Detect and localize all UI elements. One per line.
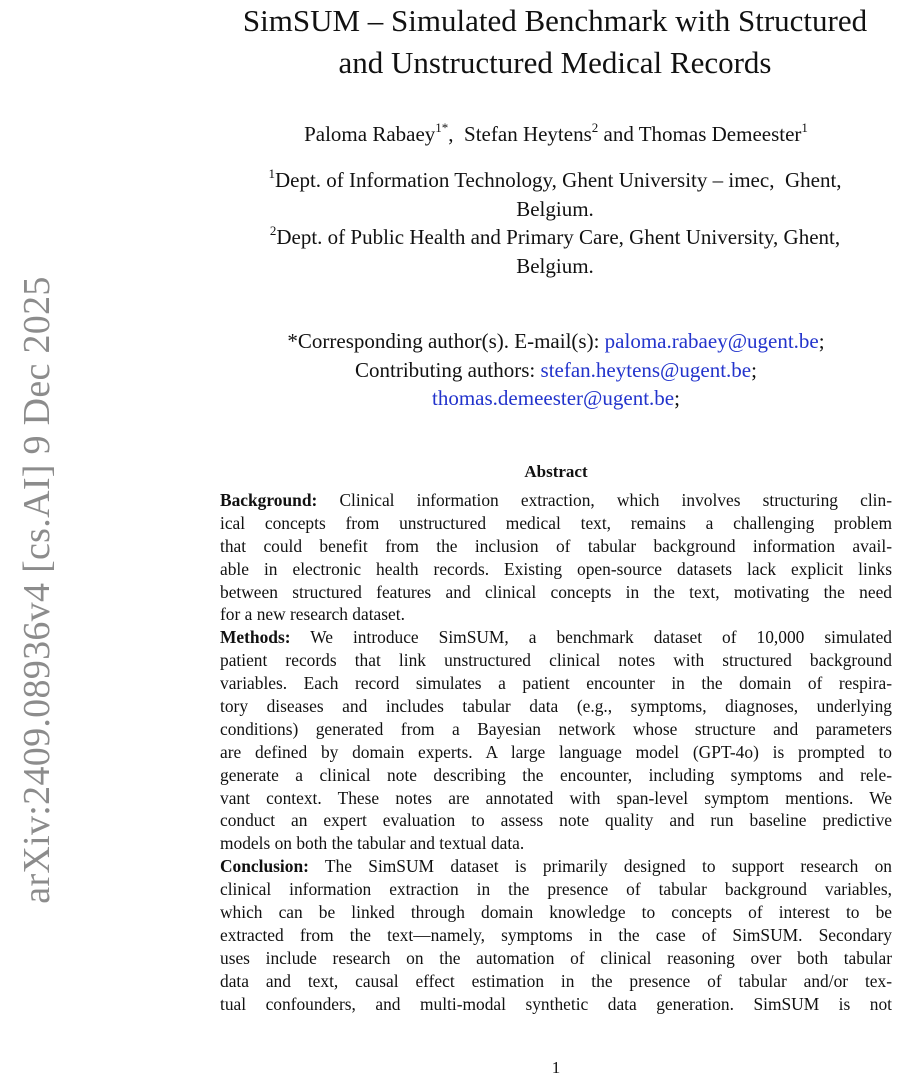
contributing-email-link[interactable]: stefan.heytens@ugent.be — [540, 357, 752, 382]
abstract-line: which can be linked through domain knowledge to concepts of interest to be — [220, 902, 892, 923]
title-line-1: SimSUM – Simulated Benchmark with Structured — [242, 3, 868, 38]
abstract-line: patient records that link unstructured clinical notes with structured background — [220, 650, 892, 671]
title-line-2: and Unstructured Medical Records — [338, 45, 772, 80]
abstract-line: conduct an expert evaluation to assess note quality and run baseline predictive — [220, 810, 892, 831]
affiliation-text: Belgium. — [516, 196, 594, 221]
correspondence-block — [200, 327, 912, 413]
abstract-line: tory diseases and includes tabular data (e.g., symptoms, diagnoses, underlying — [220, 696, 892, 717]
abstract-line: clinical information extraction in the presence of tabular background variables, — [220, 879, 892, 900]
abstract-line: ical concepts from unstructured medical text, remains a challenging problem — [220, 512, 892, 533]
page-number: 1 — [551, 1058, 561, 1076]
section-label-methods: Methods: — [220, 627, 291, 648]
author-name: Thomas Demeester — [638, 122, 802, 146]
author-name: Paloma Rabaey — [304, 122, 436, 146]
author-affiliation-mark: 2 — [591, 120, 599, 135]
abstract-line: able in electronic health records. Existing open-source datasets lack explicit links — [220, 558, 892, 579]
abstract-line: Background: Clinical information extraction, which involves structuring clin- — [220, 490, 892, 510]
affiliation-text: Dept. of Information Technology, Ghent University – imec, Ghent, — [274, 168, 842, 192]
separator: ; — [674, 386, 680, 410]
affiliation-2 — [205, 223, 905, 280]
arxiv-identifier-stamp: arXiv:2409.08936v4 [cs.AI] 9 Dec 2025 — [16, 276, 58, 904]
separator: ; — [751, 357, 757, 382]
affiliation-text: Belgium. — [516, 253, 594, 278]
abstract-line: extracted from the text—namely, symptoms in the case of SimSUM. Secondary — [220, 924, 892, 945]
abstract-line: are defined by domain experts. A large language model (GPT-4o) is prompted to — [220, 741, 892, 762]
abstract-heading: Abstract — [524, 462, 588, 481]
abstract-line: tual confounders, and multi-modal synthetic data generation. SimSUM is not — [220, 993, 892, 1014]
contributing-email-link[interactable]: thomas.demeester@ugent.be — [432, 386, 675, 410]
abstract-line: Methods: We introduce SimSUM, a benchmark dataset of 10,000 simulated — [220, 627, 892, 648]
abstract-line: models on both the tabular and textual data. — [220, 833, 525, 854]
author-separator: , — [448, 122, 465, 146]
abstract-line: generate a clinical note describing the encounter, including symptoms and rele- — [220, 764, 892, 785]
abstract-line: variables. Each record simulates a patient encounter in the domain of respira- — [220, 673, 892, 694]
author-separator: and — [598, 122, 639, 146]
abstract-line: that could benefit from the inclusion of tabular background information avail- — [220, 535, 892, 556]
abstract-body — [220, 489, 892, 1015]
abstract-line: between structured features and clinical concepts in the text, motivating the need — [220, 581, 892, 602]
separator: ; — [818, 329, 825, 353]
contributing-label: Contributing authors: — [355, 357, 541, 382]
author-affiliation-mark: 1 — [801, 120, 808, 135]
affiliation-text: Dept. of Public Health and Primary Care, Ghent University, Ghent, — [276, 225, 841, 249]
author-name: Stefan Heytens — [464, 122, 592, 146]
abstract-line: Conclusion: The SimSUM dataset is primarily designed to support research on — [220, 856, 892, 877]
author-list — [200, 121, 912, 147]
corresponding-email-link[interactable]: paloma.rabaey@ugent.be — [604, 329, 819, 353]
abstract-line: for a new research dataset. — [220, 604, 405, 625]
section-label-conclusion: Conclusion: — [220, 856, 309, 877]
paper-title — [195, 0, 912, 84]
abstract-line: uses include research on the automation of clinical reasoning over both tabular — [220, 947, 892, 968]
affiliation-1 — [205, 166, 905, 223]
abstract-line: conditions) generated from a Bayesian network whose structure and parameters — [220, 718, 892, 739]
correspondence-label: *Corresponding author(s). E-mail(s): — [287, 329, 605, 353]
section-label-background: Background: — [220, 490, 318, 510]
abstract-line: vant context. These notes are annotated with span-level symptom mentions. We — [220, 787, 892, 808]
affiliation-mark: 1 — [268, 166, 275, 181]
affiliation-mark: 2 — [269, 223, 277, 238]
author-affiliation-mark: 1* — [435, 120, 449, 135]
abstract-line: data and text, causal effect estimation in the presence of tabular and/or tex- — [220, 970, 892, 991]
